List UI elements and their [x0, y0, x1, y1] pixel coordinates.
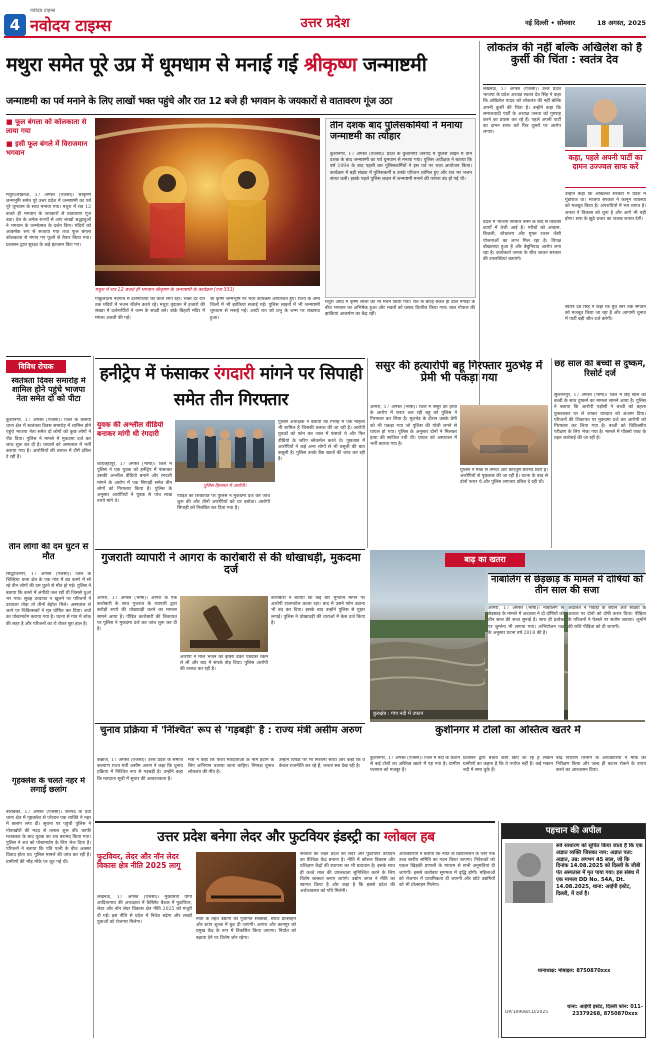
- police-body: कुशीनगर, 17 अगस्त (एजेंसी)। प्रदेश के कुशीनगर जनपद में पुलिस लाइन में तीन दशक के बाद जन्माष्टमी का पर्व धूमधाम से मनाया गया। पुलिस अधीक्षक ने बताया कि वर्ष 1994 के बाद पहली बार पुलिसकर्मियों ने इस पर्व पर भव्य आयोजन किया। कार्यक्रम में बड़ी संख्या में पुलिसकर्मी व उनके परिजन शामिल हुए और रात भर भजन संध्या चली। इसके पहले पुलिस लाइन में जन्माष्टमी मनाने की परंपरा बंद हो गई थी।: [330, 152, 472, 182]
- chunav-body-col3: उन्होंने विपक्ष पर भी निशाना साधा और कहा कि वे केवल राजनीति कर रहे हैं, जनता सब देख रही है।: [279, 758, 365, 770]
- edition-line: नई दिल्ली • सोमवार: [525, 19, 575, 27]
- left-story1-body: कुशीनगर, 17 अगस्त (एजेंसी)। जिले के कसया थाना क्षेत्र में स्वतंत्रता दिवस समारोह में शामिल होने पहुंचे भाजपा नेता समेत दो लोगों को कुछ लोगों ने पीट दिया। पुलिस ने मामले में मुकदमा दर्ज कर जांच शुरू कर दी है। घायलों को अस्पताल में भर्ती कराया गया है। आरोपियों की तलाश में टीमें दबिश दे रही हैं।: [6, 418, 91, 461]
- lead-photo: [95, 118, 320, 286]
- left-story3-headline: गृहक्लेश के चलते नहर में लगाई छलांग: [11, 777, 86, 794]
- gujarati-body-col1: आगरा, 17 अगस्त (भाषा)। आगरा के एक कारोबारी के साथ गुजरात के व्यापारी द्वारा करोड़ों रुपये की धोखाधड़ी करने का मामला सामने आया है। पीड़ित कारोबारी की शिकायत पर पुलिस ने मुकदमा दर्ज कर जांच शुरू कर दी है।: [97, 596, 177, 633]
- side-top-body-col2: उन्होंने कहा कि अखिलेश सरकार में प्रदेश में गुंडाराज था। भाजपा सरकार ने कानून व्यवस्था को मजबूत किया है। अपराधियों में भय व्याप्त है। जनता ने विकास को चुना है और आगे भी यही होगा। सपा के झूठे प्रचार का जवाब जनता देगी।: [565, 192, 646, 222]
- lead-body-col2: गोकुलधाम नंदगांव में दर्शनार्थियों का तांता लगा रहा। भक्त देर रात तक मंदिरों में भजन कीर्तन करते रहे। मथुरा वृंदावन में हजारों की संख्या में दर्शनार्थियों ने जन्म के साक्षी बने। बांके बिहारी मंदिर में मंगला आरती की गई।: [95, 297, 205, 321]
- side-top-photo: [565, 87, 646, 147]
- left-story1-headline: स्वतंत्रता दिवस समारोह में शामिल होने पहुंचे भाजपा नेता समेत दो को पीटा: [11, 377, 86, 403]
- gujarati-photo: [180, 596, 268, 652]
- lead-bullets: ■ फूल बंगला को कोलकाता से लाया गया ■ इसी फूल बंगले में विराजमान भगवान: [6, 118, 88, 157]
- appeal-contact: थानाध्यक्ष: मोबाइल: 8750870xxx: [537, 968, 611, 974]
- leather-subhead: फुटवियर, लेदर और नॉन लेदर विकास क्षेत्र नीति 2025 लागू: [97, 852, 181, 870]
- lead-body-col3: श्री कृष्ण जन्मभूमि पर भव्य कार्यक्रम आयोजित हुए। राज्य के अन्य जिलों में भी झांकियां सजाई गईं। पुलिस लाइनों में भी जन्माष्टमी धूमधाम से मनाई गई। आधी रात को प्रभु के जन्म पर शंखनाद हुआ।: [210, 297, 320, 321]
- honeytrap-body-col3: पुलिस अधीक्षक ने बताया कि गिरोह में एक महिला भी शामिल है जिसकी तलाश की जा रही है। आरोपी युवकों को फोन कर जाल में फंसाते थे और फिर वीडियो के जरिए ब्लैकमेल करते थे। पूछताछ में आरोपियों ने कई अन्य लोगों से भी वसूली की बात कबूली है। पुलिस उनके बैंक खातों की जांच कर रही है।: [278, 420, 365, 463]
- flood-caption: कुरुक्षेत्र : गंगा नदी में उफान: [370, 710, 645, 719]
- side-top-body-col1: लखनऊ, 17 अगस्त (एजेंसी)। उत्तर प्रदेश भाजपा के प्रदेश अध्यक्ष स्वतंत्र देव सिंह ने कहा कि अखिलेश यादव को लोकतंत्र की नहीं बल्कि अपनी कुर्सी की चिंता है। उन्होंने कहा कि समाजवादी पार्टी के अध्यक्ष जनता को गुमराह करने का प्रयास कर रहे हैं। पहले अपनी पार्टी का दामन साफ करें फिर दूसरों पर आरोप लगाएं।: [483, 87, 561, 136]
- leather-photo: [196, 852, 296, 914]
- lead-body-col4: मथुरा आदि में कृष्ण लीला का भी मंचन किया गया। रात के बारह बजते ही ढोल नगाड़ों के बीच भगवान का अभिषेक हुआ और भक्तों को प्रसाद वितरित किया गया। बाल गोपाल की झांकियां आकर्षण का केंद्र रहीं।: [325, 300, 475, 318]
- leather-body-col4: अधिकारियों ने बताया कि नीति के क्रियान्वयन के लिए एक उच्च स्तरीय समिति का गठन किया जाएगा। निवेशकों को एकल खिड़की प्रणाली के माध्यम से सभी अनुमतियां दी जाएंगी। इससे कारोबार सुगमता में वृद्धि होगी। महिलाओं को रोजगार में प्राथमिकता दी जाएगी और छोटे उद्यमियों को भी प्रोत्साहन मिलेगा।: [399, 852, 495, 889]
- lead-subhead: जन्माष्टमी का पर्व मनाने के लिए लाखों भक्त पहुंचे और रात 12 बजे ही भगवान के जयकारों से वातावरण गूंज उठा: [6, 96, 392, 107]
- naabalig-body-col2: अदालत ने गवाहों के बयान और साक्ष्यों के आधार पर दोनों को दोषी करार दिया। पीड़िता के परिजनों ने फैसले पर संतोष जताया। जुर्माने की राशि पीड़िता को दी जाएगी।: [568, 606, 646, 720]
- honeytrap-photo: [175, 420, 275, 482]
- flood-label: बाढ़ का खतरा: [445, 553, 525, 567]
- kushi-body-col1: कुशीनगर, 17 अगस्त (एजेंसी)। जिले में नदी के कटान से कई टोलों का अस्तित्व खतरे में पड़ गया है। ग्रामीण पलायन को मजबूर हैं।: [370, 756, 460, 774]
- left-story2-body: सिद्धार्थनगर, 17 अगस्त (एजेंसी)। जिले के चिल्हिया थाना क्षेत्र के एक गांव में बंद कमरे में सो रहे तीन लोगों की दम घुटने से मौत हो गई। पुलिस ने बताया कि कमरे में अंगीठी जल रही थी जिससे धुआं भर गया। सुबह दरवाजा न खुलने पर परिजनों ने दरवाजा तोड़ा तो तीनों बेहोश मिले। अस्पताल ले जाने पर चिकित्सकों ने मृत घोषित कर दिया। शवों का पोस्टमार्टम कराया गया है। घटना से गांव में शोक की लहर है और परिजनों का रो रोकर बुरा हाल है।: [6, 572, 91, 627]
- gujarati-headline: गुजराती व्यापारी ने आगरा के कारोबारी से की धोखाधड़ी, मुकदमा दर्ज: [101, 552, 361, 577]
- honeytrap-headline: हनीट्रेप में फंसाकर रंगदारी मांगने पर सिपाही समेत तीन गिरफ्तार: [99, 364, 363, 410]
- chunav-body-col1: कन्नौज, 17 अगस्त (एजेंसी)। उत्तर प्रदेश के समाज कल्याण राज्य मंत्री असीम अरुण ने कहा कि चुनाव प्रक्रिया में निश्चित रूप से गड़बड़ी है। उन्होंने कहा कि मतदाता सूची में सुधार की आवश्यकता है।: [97, 758, 183, 782]
- side-top-body-col4: स्वतंत्र देव सिंह ने कहा कि बूथ स्तर तक संगठन को मजबूत किया जा रहा है और आगामी चुनाव में पार्टी बड़ी जीत दर्ज करेगी।: [565, 305, 646, 323]
- left-story3-body: बाराबंकी, 17 अगस्त (एजेंसी)। जनपद के देवा थाना क्षेत्र में गृहक्लेश से परेशान एक व्यक्ति ने नहर में छलांग लगा दी। सूचना पर पहुंची पुलिस ने गोताखोरों की मदद से तलाश शुरू की। काफी मशक्कत के बाद युवक का शव बरामद किया गया। पुलिस ने शव को पोस्टमार्टम के लिए भेज दिया है। परिजनों ने बताया कि पति पत्नी के बीच अक्सर विवाद होता था। पुलिस मामले की जांच कर रही है। ग्रामीणों की भीड़ मौके पर जुट गई थी।: [6, 810, 91, 865]
- appeal-footer: थाना: आईपी इस्टेट, दिल्ली फोन: 011-23379268, 8750870xxx: [567, 1004, 643, 1017]
- section-name: उत्तर प्रदेश: [300, 16, 350, 31]
- chhattisgarh-body: सुल्तानपुर, 17 अगस्त (भाषा)। जिले में छह साल की बच्ची के साथ दुष्कर्म का मामला सामने आया है। पुलिस ने बताया कि आरोपी पड़ोसी ने बच्ची को बहला फुसलाकर घर ले जाकर वारदात को अंजाम दिया। परिजनों की शिकायत पर मुकदमा दर्ज कर आरोपी को गिरफ्तार कर लिया गया है। बच्ची को चिकित्सीय परीक्षण के लिए भेजा गया है। मामले में पॉक्सो एक्ट के तहत कार्रवाई की जा रही है।: [554, 393, 646, 442]
- masthead-rule: [4, 36, 646, 38]
- lead-body-col1: मथुरा/लखनऊ, 17 अगस्त (एजेंसी)। श्रीकृष्ण जन्मभूमि समेत पूरे उत्तर प्रदेश में जन्माष्टमी का पर्व पूरे धूमधाम के साथ मनाया गया। मथुरा में रात 12 बजते ही भगवान के जयकारों से वातावरण गूंज उठा। देश के अनेक राज्यों से आए लाखों श्रद्धालुओं ने भगवान के जन्मोत्सव के दर्शन किए। मंदिरों को आकर्षक रूप से सजाया गया तथा फूल बंगला कोलकाता से मंगाए गए फूलों से तैयार किया गया। प्रशासन द्वारा सुरक्षा के कड़े इंतजाम किए गए।: [6, 193, 91, 248]
- appeal-title: पहचान की अपील: [502, 824, 645, 839]
- chunav-body-col2: मंत्री ने कहा कि फर्जी मतदाताओं के नाम हटाने के लिए अभियान चलाया जाना चाहिए। निष्पक्ष चुनाव लोकतंत्र की नींव है।: [188, 758, 274, 776]
- masthead-date: 18 अगस्त, 2025: [597, 19, 646, 27]
- lead-photo-caption: मथुरा में रात 12 बजते ही भगवान श्रीकृष्ण के जन्माष्टमी के कार्यक्रम (एज 331): [95, 288, 235, 293]
- chunav-headline: चुनाव प्रक्रिया में 'निश्चित' रूप से 'गड़बड़ी' है : राज्य मंत्री असीम अरुण: [100, 725, 362, 736]
- sasur-body-col1: आगरा, 17 अगस्त (भाषा)। जिले में ससुर की हत्या के आरोप में फरार चल रही बहू को पुलिस ने गिरफ्तार कर लिया है। मुठभेड़ के दौरान उसके प्रेमी को भी पकड़ा गया जो पुलिस की गोली लगने से घायल हो गया। पुलिस के अनुसार दोनों ने मिलकर हत्या की साजिश रची थी। घायल को अस्पताल में भर्ती कराया गया है।: [370, 405, 457, 448]
- kushi-body-col2: प्रशासन द्वारा बचाव कार्य किए जा रहे हैं लेकिन ग्रामीणों का कहना है कि वे पर्याप्त नहीं हैं। कई मकान नदी में समा चुके हैं।: [463, 756, 553, 774]
- appeal-photo: [505, 843, 553, 903]
- leather-body-col2: नीति के तहत उद्योगों को पूंजीगत सब्सिडी, ब्याज प्रोत्साहन और स्टांप शुल्क में छूट दी जाएगी। आगरा और कानपुर को प्रमुख केंद्र के रूप में विकसित किया जाएगा। निर्यात को बढ़ावा देने पर विशेष जोर रहेगा।: [196, 917, 296, 941]
- leather-body-col1: लखनऊ, 17 अगस्त (एजेंसी)। मुख्यमंत्री योगी आदित्यनाथ की अध्यक्षता में कैबिनेट बैठक में फुटवियर, लेदर और नॉन लेदर विकास क्षेत्र नीति 2025 को मंजूरी दी गई। इस नीति से प्रदेश में निवेश बढ़ेगा और लाखों युवाओं को रोजगार मिलेगा।: [97, 895, 192, 925]
- left-story2-headline: तीन लोगों की दम घुटने से मौत: [8, 543, 89, 562]
- small-logo: नवोदय टाइम्स: [30, 8, 56, 14]
- page-number: 4: [4, 14, 26, 36]
- appeal-code: DP/10908/CD/2025: [505, 1010, 549, 1015]
- appeal-text: सर्व साधारण को सूचित किया जाता है कि एक अज्ञात व्यक्ति जिसका नाम: अज्ञात पता: अज्ञात, उम्र: लगभग 45 साल, जो कि दिनांक 14.08.2025 को दिल्ली के जीबी पंत अस्पताल में मृत पाया गया। इस संबंध में एक मामला DD No. 54A, Dt. 14.08.2025, थाना: आईपी इस्टेट, दिल्ली, में दर्ज है।: [556, 843, 643, 897]
- naabalig-headline: नाबालिग से छेड़छाड़ के मामले में दोषियों को तीन साल की सजा: [488, 575, 646, 603]
- side-top-headline: लोकतंत्र की नहीं बल्कि अखिलेश को है कुर्सी की चिंता : स्वतंत्र देव: [486, 42, 643, 67]
- honeytrap-body-col1: शाहजहांपुर, 17 अगस्त (भाषा)। जिले में पुलिस ने एक युवक को हनीट्रेप में फंसाकर उसकी अश्लील वीडियो बनाने और रंगदारी मांगने के आरोप में एक सिपाही समेत तीन लोगों को गिरफ्तार किया है। पुलिस के अनुसार आरोपियों ने युवक से पांच लाख रुपये मांगे थे।: [97, 462, 172, 505]
- sasur-body-col2: पुलिस ने मौके से तमंचा और कारतूस बरामद किए हैं। आरोपियों से पूछताछ की जा रही है। घटना के बाद से दोनों फरार थे और पुलिस लगातार दबिश दे रही थी।: [460, 468, 548, 486]
- kushi-headline: कुशीनगर में टोलों का अस्तित्व खतरे में: [435, 725, 581, 736]
- honeytrap-subhead: युवक की अश्लील वीडियो बनाकर मांगी थी रंगदारी: [97, 421, 164, 438]
- sasur-headline: ससुर की हत्यारोपी बहू गिरफ्तार मुठभेड़ में प्रेमी भी पकड़ा गया: [375, 360, 543, 385]
- gujarati-body-col2: आरोपी ने माल भेजने का झांसा देकर एडवांस रकम ले ली और बाद में संपर्क तोड़ दिया। पुलिस आरोपी की तलाश कर रही है।: [180, 655, 268, 673]
- side-top-body-col3: प्रदेश में भाजपा सरकार बनने के बाद से विकास कार्यों में तेजी आई है। गरीबों को आवास, बिजली, शौचालय और मुफ्त राशन जैसी योजनाओं का लाभ मिल रहा है। विपक्ष बौखलाया हुआ है और बेबुनियाद आरोप लगा रहा है। कार्यकर्ता जनता के बीच जाकर सरकार की उपलब्धियां बताएंगे।: [483, 220, 561, 263]
- honeytrap-photo-caption: पुलिस हिरासत में आरोपी।: [203, 484, 247, 489]
- side-top-pullquote: कहा, पहले अपनी पार्टी का दामन उज्ज्वल साफ करें: [565, 150, 646, 188]
- kushi-body-col3: बाढ़ नियंत्रण विभाग के अधिकारियों ने मौके का निरीक्षण किया और जल्द ही कटान रोकने के उपाय करने का आश्वासन दिया।: [556, 756, 646, 774]
- lead-headline: मथुरा समेत पूरे उप्र में धूमधाम से मनाई गई श्रीकृष्ण जन्माष्टमी: [6, 53, 427, 76]
- gujarati-body-col3: कारोबारी ने बताया कि कई बार भुगतान मांगने पर आरोपी टालमटोल करता रहा। बाद में उसने फोन उठाना भी बंद कर दिया। इसके बाद उन्होंने पुलिस से गुहार लगाई। पुलिस ने धोखाधड़ी की धाराओं में केस दर्ज किया है।: [271, 596, 365, 626]
- sasur-photo: [460, 405, 548, 465]
- naabalig-body-col1: आगरा, 17 अगस्त (भाषा)। नाबालिग से छेड़छाड़ के मामले में अदालत ने दो दोषियों को तीन साल की सजा सुनाई है। साथ ही प्रत्येक पर जुर्माना भी लगाया गया। अभियोजन पक्ष के अनुसार घटना वर्ष 2018 की है।: [488, 606, 564, 720]
- leather-body-col3: सरकार का लक्ष्य प्रदेश को लेदर और फुटवियर उत्पादन का वैश्विक केंद्र बनाना है। नीति में कौशल विकास और प्रशिक्षण केंद्रों की स्थापना का भी प्रावधान है। इसके साथ ही कच्चे माल की उपलब्धता सुनिश्चित करने के लिए विशेष क्लस्टर बनाए जाएंगे। उद्योग जगत ने नीति का स्वागत किया है और कहा है कि इससे प्रदेश की अर्थव्यवस्था को गति मिलेगी।: [300, 852, 395, 895]
- brand-logo: नवोदय टाइम्स: [30, 16, 112, 35]
- leather-headline: उत्तर प्रदेश बनेगा लेदर और फुटवियर इंडस्ट्री का ग्लोबल हब: [157, 829, 435, 845]
- left-col-tag: विविध रोचक: [6, 360, 66, 373]
- police-headline: तीन दशक बाद पुलिसकर्मियों ने मनाया जन्माष्टमी का त्योहार: [330, 121, 463, 142]
- chhattisgarh-headline: छह साल की बच्ची से दुष्कर्म, रिसोर्ट दर्ज: [554, 360, 646, 379]
- honeytrap-body-col2: पीड़ित की शिकायत पर पुलिस ने मुकदमा दर्ज कर जांच शुरू की और तीनों आरोपियों को धर दबोचा। आरोपी सिपाही को निलंबित कर दिया गया है।: [177, 494, 270, 512]
- flood-photo: [370, 550, 485, 722]
